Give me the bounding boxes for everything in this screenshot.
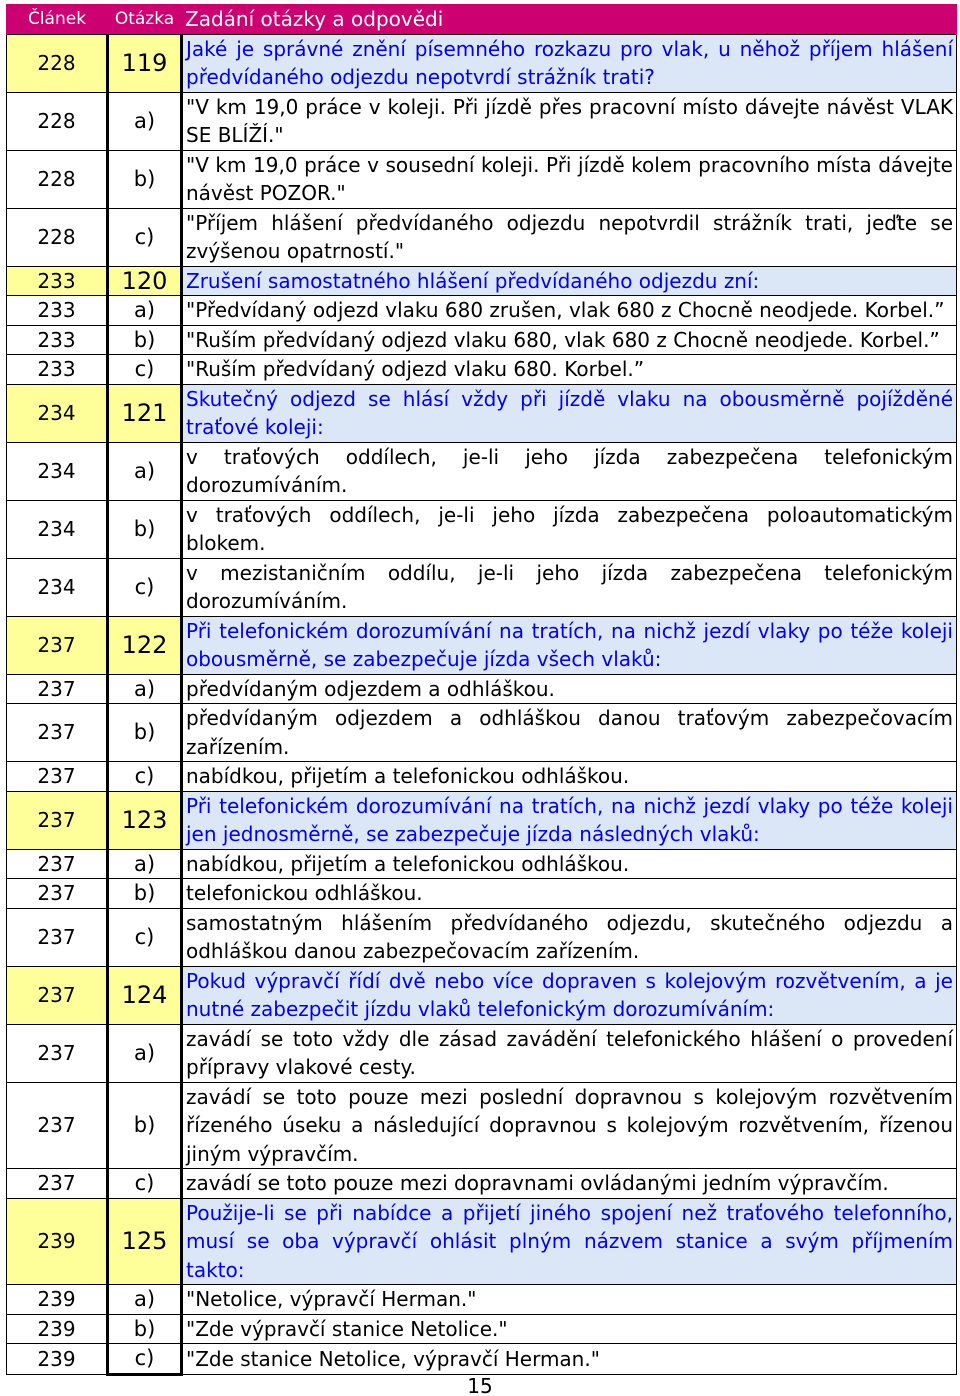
question-text-cell: Jaké je správné znění písemného rozkazu pro vlak, u něhož příjem hlášení předvídaného odjezdu nepotvrdí strážník trati?	[182, 34, 957, 92]
answer-letter-cell: c)	[108, 1169, 182, 1199]
answer-text-cell: "Zde výpravčí stanice Netolice."	[182, 1314, 957, 1344]
answer-letter-cell: a)	[108, 92, 182, 150]
answer-text-cell: telefonickou odhláškou.	[182, 879, 957, 909]
clanek-cell: 237	[7, 791, 108, 849]
answer-row	[7, 296, 957, 326]
clanek-cell: 234	[7, 500, 108, 558]
answer-letter-cell: b)	[108, 1314, 182, 1344]
question-number-cell: 120	[108, 266, 182, 296]
answer-row	[7, 500, 957, 558]
answer-text-cell: v traťových oddílech, je-li jeho jízda zabezpečena poloautomatickým blokem.	[182, 500, 957, 558]
answer-letter-cell: c)	[108, 355, 182, 385]
clanek-cell: 237	[7, 1169, 108, 1199]
answer-text-cell: v mezistaničním oddílu, je-li jeho jízda zabezpečena telefonickým dorozumíváním.	[182, 558, 957, 616]
answer-text-cell: zavádí se toto pouze mezi dopravnami ovládanými jedním výpravčím.	[182, 1169, 957, 1199]
answer-text-cell: nabídkou, přijetím a telefonickou odhláškou.	[182, 762, 957, 792]
clanek-cell: 233	[7, 266, 108, 296]
answer-row	[7, 150, 957, 208]
answer-row	[7, 1024, 957, 1082]
question-number-cell: 123	[108, 791, 182, 849]
clanek-cell: 237	[7, 1082, 108, 1169]
answer-row	[7, 208, 957, 266]
question-number-cell: 124	[108, 966, 182, 1024]
answer-row	[7, 355, 957, 385]
answer-row	[7, 762, 957, 792]
answer-text-cell: "Zde stanice Netolice, výpravčí Herman."	[182, 1344, 957, 1375]
answer-text-cell: "Ruším předvídaný odjezd vlaku 680, vlak 680 z Chocně neodjede. Korbel.”	[182, 325, 957, 355]
question-number-cell: 125	[108, 1198, 182, 1285]
answer-text-cell: "Příjem hlášení předvídaného odjezdu nepotvrdil strážník trati, jeďte se zvýšenou opatrností."	[182, 208, 957, 266]
answer-letter-cell: c)	[108, 762, 182, 792]
clanek-cell: 233	[7, 325, 108, 355]
answer-text-cell: "Ruším předvídaný odjezd vlaku 680. Korbel.”	[182, 355, 957, 385]
answer-letter-cell: c)	[108, 558, 182, 616]
answer-row	[7, 704, 957, 762]
answer-text-cell: zavádí se toto pouze mezi poslední dopravnou s kolejovým rozvětvením řízeného úseku a následující dopravnou s kolejovým rozvětvením, řízenou jiným výpravčím.	[182, 1082, 957, 1169]
clanek-cell: 234	[7, 384, 108, 442]
clanek-cell: 233	[7, 296, 108, 326]
question-text-cell: Použije-li se při nabídce a přijetí jiného spojení než traťového telefonního, musí se oba výpravčí ohlásit plným názvem stanice a svým příjmením takto:	[182, 1198, 957, 1285]
clanek-cell: 237	[7, 704, 108, 762]
answer-row	[7, 1344, 957, 1375]
header-row	[7, 4, 957, 34]
question-sheet	[6, 4, 956, 1376]
answer-letter-cell: b)	[108, 150, 182, 208]
clanek-cell: 228	[7, 92, 108, 150]
answer-letter-cell: a)	[108, 296, 182, 326]
answer-letter-cell: c)	[108, 908, 182, 966]
clanek-cell: 237	[7, 849, 108, 879]
questions-body	[7, 34, 957, 1374]
clanek-cell: 237	[7, 966, 108, 1024]
clanek-cell: 237	[7, 879, 108, 909]
clanek-cell: 237	[7, 1024, 108, 1082]
answer-letter-cell: a)	[108, 1024, 182, 1082]
answer-letter-cell: b)	[108, 325, 182, 355]
answer-text-cell: "V km 19,0 práce v koleji. Při jízdě přes pracovní místo dávejte návěst VLAK SE BLÍŽÍ."	[182, 92, 957, 150]
question-text-cell: Zrušení samostatného hlášení předvídaného odjezdu zní:	[182, 266, 957, 296]
clanek-cell: 239	[7, 1344, 108, 1375]
answer-row	[7, 908, 957, 966]
clanek-cell: 237	[7, 908, 108, 966]
clanek-cell: 234	[7, 442, 108, 500]
answer-row	[7, 1169, 957, 1199]
answer-letter-cell: a)	[108, 674, 182, 704]
question-row	[7, 384, 957, 442]
answer-letter-cell: a)	[108, 1285, 182, 1315]
answer-letter-cell: b)	[108, 879, 182, 909]
answer-text-cell: zavádí se toto vždy dle zásad zavádění telefonického hlášení o provedení přípravy vlakové cesty.	[182, 1024, 957, 1082]
header-zadani: Zadání otázky a odpovědi	[182, 4, 957, 34]
answer-letter-cell: c)	[108, 1344, 182, 1375]
answer-letter-cell: a)	[108, 849, 182, 879]
clanek-cell: 237	[7, 762, 108, 792]
question-row	[7, 616, 957, 674]
answer-text-cell: "Předvídaný odjezd vlaku 680 zrušen, vlak 680 z Chocně neodjede. Korbel.”	[182, 296, 957, 326]
clanek-cell: 237	[7, 674, 108, 704]
answer-row	[7, 1314, 957, 1344]
question-number-cell: 119	[108, 34, 182, 92]
answer-letter-cell: a)	[108, 442, 182, 500]
answer-letter-cell: c)	[108, 208, 182, 266]
answer-letter-cell: b)	[108, 1082, 182, 1169]
answer-letter-cell: b)	[108, 500, 182, 558]
answer-text-cell: samostatným hlášením předvídaného odjezdu, skutečného odjezdu a odhláškou danou zabezpečovacím zařízením.	[182, 908, 957, 966]
answer-text-cell: "Netolice, výpravčí Herman."	[182, 1285, 957, 1315]
answer-letter-cell: b)	[108, 704, 182, 762]
clanek-cell: 239	[7, 1285, 108, 1315]
question-row	[7, 266, 957, 296]
answer-text-cell: "V km 19,0 práce v sousední koleji. Při jízdě kolem pracovního místa dávejte návěst POZOR."	[182, 150, 957, 208]
clanek-cell: 239	[7, 1314, 108, 1344]
answer-text-cell: nabídkou, přijetím a telefonickou odhláškou.	[182, 849, 957, 879]
question-row	[7, 791, 957, 849]
question-text-cell: Skutečný odjezd se hlásí vždy při jízdě vlaku na obousměrně pojížděné traťové koleji:	[182, 384, 957, 442]
clanek-cell: 228	[7, 208, 108, 266]
clanek-cell: 239	[7, 1198, 108, 1285]
answer-row	[7, 1082, 957, 1169]
answer-row	[7, 558, 957, 616]
question-number-cell: 121	[108, 384, 182, 442]
clanek-cell: 233	[7, 355, 108, 385]
answer-text-cell: předvídaným odjezdem a odhláškou.	[182, 674, 957, 704]
answer-row	[7, 1285, 957, 1315]
clanek-cell: 237	[7, 616, 108, 674]
clanek-cell: 234	[7, 558, 108, 616]
answer-text-cell: předvídaným odjezdem a odhláškou danou traťovým zabezpečovacím zařízením.	[182, 704, 957, 762]
answer-row	[7, 879, 957, 909]
answer-row	[7, 92, 957, 150]
question-row	[7, 1198, 957, 1285]
page-number: 15	[467, 1374, 493, 1396]
question-number-cell: 122	[108, 616, 182, 674]
answer-row	[7, 442, 957, 500]
questions-table	[6, 4, 957, 1376]
answer-row	[7, 849, 957, 879]
header-clanek: Článek	[7, 4, 108, 34]
clanek-cell: 228	[7, 34, 108, 92]
question-row	[7, 966, 957, 1024]
question-text-cell: Při telefonickém dorozumívání na tratích, na nichž jezdí vlaky po téže koleji jen jednosměrně, se zabezpečuje jízda následných vlaků:	[182, 791, 957, 849]
answer-row	[7, 325, 957, 355]
question-row	[7, 34, 957, 92]
answer-row	[7, 674, 957, 704]
answer-text-cell: v traťových oddílech, je-li jeho jízda zabezpečena telefonickým dorozumíváním.	[182, 442, 957, 500]
header-otazka: Otázka	[108, 4, 182, 34]
clanek-cell: 228	[7, 150, 108, 208]
question-text-cell: Při telefonickém dorozumívání na tratích, na nichž jezdí vlaky po téže koleji obousměrně, se zabezpečuje jízda všech vlaků:	[182, 616, 957, 674]
question-text-cell: Pokud výpravčí řídí dvě nebo více dopraven s kolejovým rozvětvením, a je nutné zabezpečit jízdu vlaků telefonickým dorozumíváním:	[182, 966, 957, 1024]
